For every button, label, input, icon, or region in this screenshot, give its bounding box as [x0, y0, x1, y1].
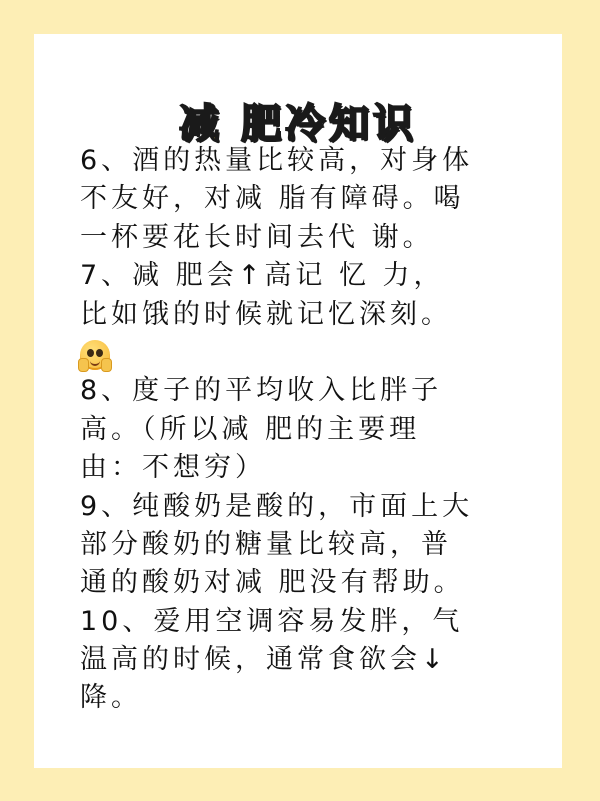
text-line: 由：不想穷）	[80, 452, 266, 484]
text-line: 一杯要花长时间去代 谢。	[80, 221, 434, 253]
text-line: 温高的时候，通常食欲会↓	[80, 644, 448, 676]
text-line: 7、减 肥会↑高记 忆 力，	[80, 260, 445, 292]
page-title: 减 肥冷知识	[179, 101, 417, 147]
text-line: 不友好，对减 脂有障碍。喝	[80, 183, 465, 215]
emoji-line	[80, 334, 530, 372]
text-line: 比如饿的时候就记忆深刻。	[80, 298, 452, 330]
text-line: 通的酸奶对减 肥没有帮助。	[80, 567, 465, 599]
text-line: 部分酸奶的糖量比较高，普	[80, 528, 452, 560]
pleading-face-icon	[80, 340, 110, 370]
text-line: 6、酒的热量比较高，对身体	[80, 145, 474, 176]
text-line: 降。	[80, 682, 142, 714]
text-line: 10、爱用空调容易发胖，气	[80, 605, 464, 637]
text-line: 高。（所以减 肥的主要理	[80, 413, 421, 445]
text-line: 8、度子的平均收入比胖子	[80, 375, 443, 407]
article-body	[80, 142, 530, 718]
text-line: 9、纯酸奶是酸的，市面上大	[80, 490, 474, 522]
